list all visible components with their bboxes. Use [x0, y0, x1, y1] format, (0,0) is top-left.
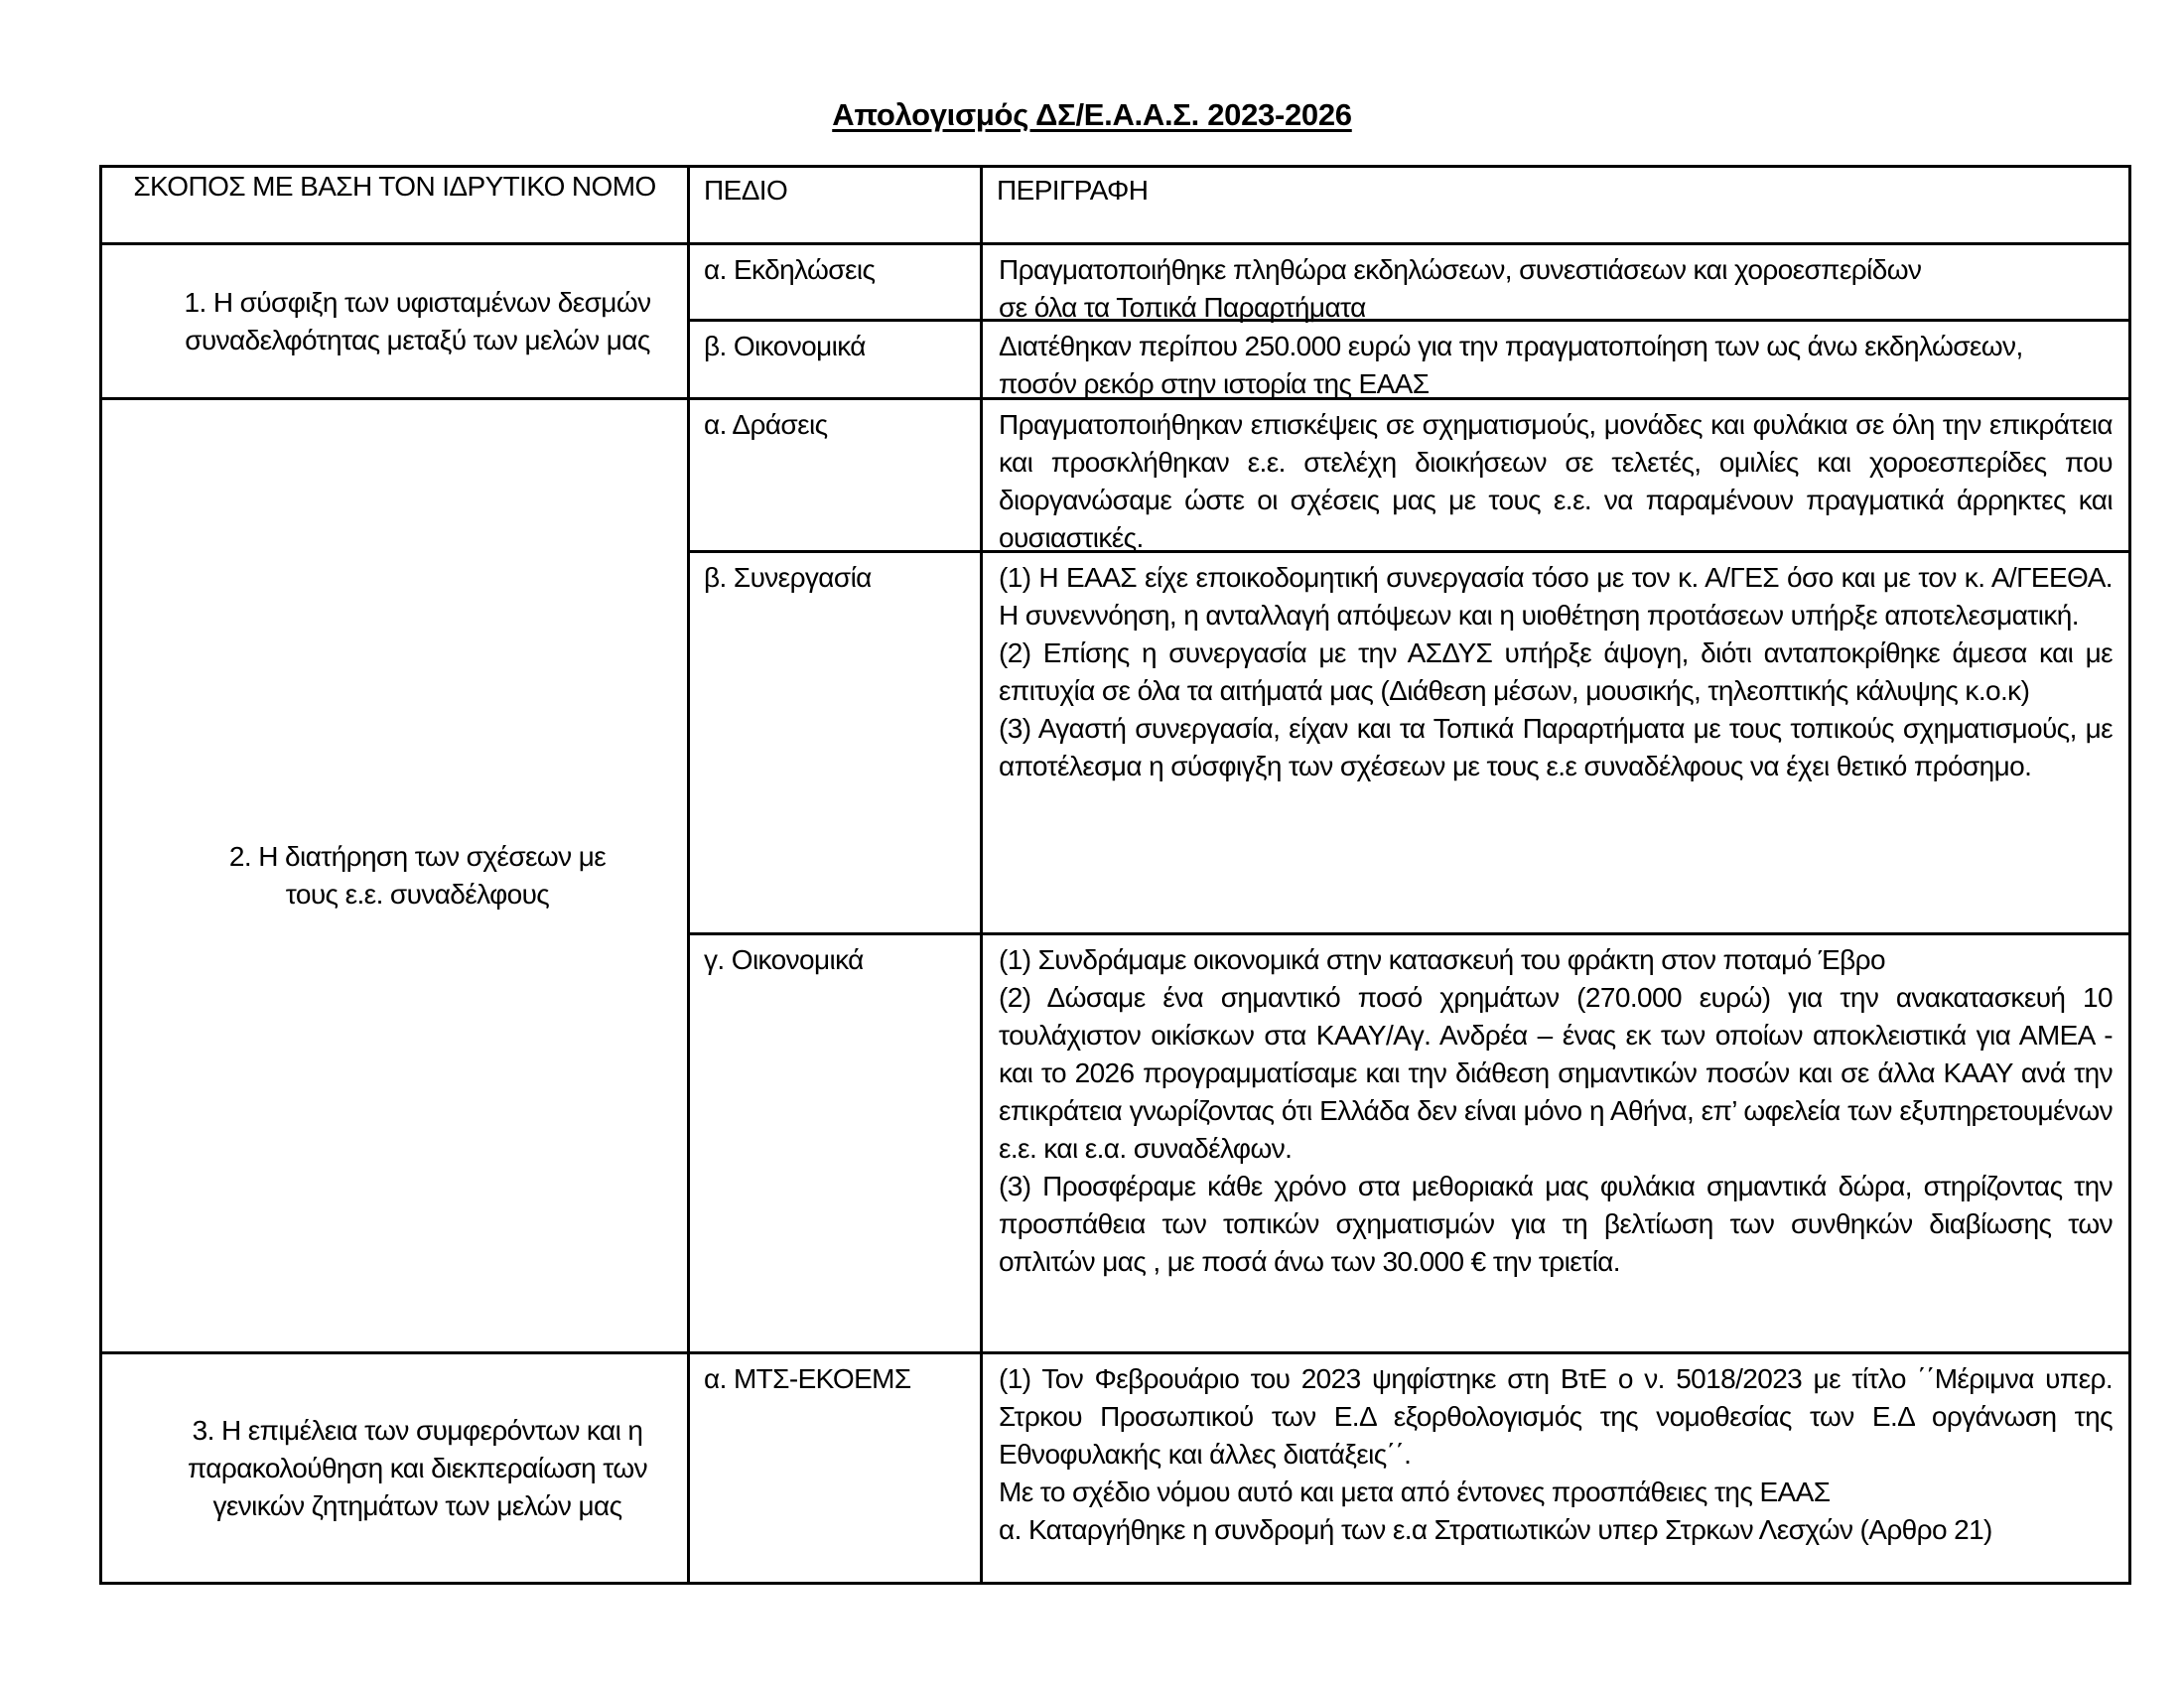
section-2-desc-b-item-1: (1) Η ΕΑΑΣ είχε εποικοδομητική συνεργασία τόσο με τον κ. Α/ΓΕΣ όσο και με τον κ. Α/ΓΕΕΘΑ. Η συνεννόηση, η ανταλλαγή απόψεων και η υιοθέτηση προτάσεων υπήρξε αποτελεσματική. [999, 562, 2113, 631]
document-title [0, 97, 2184, 133]
section-2-field-a-label: α. Δράσεις [704, 409, 828, 440]
section-2-field-c-label: γ. Οικονομικά [704, 944, 864, 975]
section-2-desc-a-text: Πραγματοποιήθηκαν επισκέψεις σε σχηματισμούς, μονάδες και φυλάκια σε όλη την επικράτεια και προσκλήθηκαν ε.ε. στελέχη διοικήσεων σε τελετές, ομιλίες και χοροεσπερίδες που διοργανώσαμε ώστε οι σχέσεις μας με τους ε.ε. να παραμένουν πραγματικά άρρηκτες και ουσιαστικές. [999, 409, 2113, 553]
section-2-field-b [690, 553, 980, 932]
section-1-goal-text: 1. Η σύσφιξη των υφισταμένων δεσμών συναδελφότητας μεταξύ των μελών μας [184, 286, 651, 355]
section-3-desc-a-item-3: α. Καταργήθηκε η συνδρομή των ε.α Στρατιωτικών υπερ Στρκων Λεσχών (Αρθρο 21) [999, 1514, 1992, 1545]
section-2-desc-c-item-1: (1) Συνδράμαμε οικονομικά στην κατασκευή του φράκτη στον ποταμό Έβρο [999, 944, 1885, 975]
section-2-desc-c-item-3: (3) Προσφέραμε κάθε χρόνο στα μεθοριακά μας φυλάκια σημαντικά δώρα, στηρίζοντας την προσπάθεια των τοπικών σχηματισμών για τη βελτίωση των συνθηκών διαβίωσης των οπλιτών μας , με ποσά άνω των 30.000 € την τριετία. [999, 1171, 2113, 1277]
section-2-desc-a [983, 400, 2128, 553]
header-description [983, 168, 2128, 242]
section-2-field-a [690, 400, 980, 550]
section-1-desc-a [983, 245, 2128, 323]
section-2-desc-c-item-2: (2) Δώσαμε ένα σημαντικό ποσό χρημάτων (270.000 ευρώ) για την ανακατασκευή 10 τουλάχιστον οικίσκων στα ΚΑΑΥ/Αγ. Ανδρέα – ένας εκ των οποίων αποκλειστικά για ΑΜΕΑ - και το 2026 προγραμματίσαμε και την διάθεση σημαντικών ποσών και σε άλλα ΚΑΑΥ ανά την επικράτεια γνωρίζοντας ότι Ελλάδα δεν είναι μόνο η Αθήνα, επ’ ωφελεία των εξυπηρετουμένων ε.ε. και ε.α. συναδέλφων. [999, 982, 2113, 1164]
header-field [690, 168, 980, 242]
section-1-desc-b-text: Διατέθηκαν περίπου 250.000 ευρώ για την πραγματοποίηση των ως άνω εκδηλώσεων, ποσόν ρεκόρ στην ιστορία της ΕΑΑΣ [999, 331, 2023, 399]
section-3-desc-a [983, 1354, 2128, 1582]
section-3-goal-text: 3. Η επιμέλεια των συμφερόντων και η παρακολούθηση και διεκπεραίωση των γενικών ζητημάτων των μελών μας [187, 1414, 648, 1521]
section-2-goal-text: 2. Η διατήρηση των σχέσεων με τους ε.ε. συναδέλφους [228, 841, 607, 910]
section-1-field-a-label: α. Εκδηλώσεις [704, 254, 876, 285]
section-1-field-a [690, 245, 980, 319]
section-3-field-a-label: α. ΜΤΣ-ΕΚΟΕΜΣ [704, 1363, 911, 1394]
section-2-goal [102, 400, 687, 1351]
section-3-goal [102, 1354, 687, 1582]
section-2-desc-c [983, 935, 2128, 1351]
section-2-desc-b-item-2: (2) Επίσης η συνεργασία με την ΑΣΔΥΣ υπήρξε άψογη, διότι ανταποκρίθηκε άμεσα και με επιτυχία σε όλα τα αιτήματά μας (Διάθεση μέσων, μουσικής, τηλεοπτικής κάλυψης κ.ο.κ) [999, 637, 2113, 706]
header-goal [102, 168, 687, 242]
section-2-field-c [690, 935, 980, 1351]
section-3-desc-a-item-2: Με το σχέδιο νόμου αυτό και μετα από έντονες προσπάθειες της ΕΑΑΣ [999, 1477, 1831, 1507]
header-description-text: ΠΕΡΙΓΡΑΦΗ [997, 175, 1149, 206]
section-2-desc-b [983, 553, 2128, 932]
section-1-field-b [690, 322, 980, 397]
section-2-field-b-label: β. Συνεργασία [704, 562, 872, 593]
document-title-text: Απολογισμός ΔΣ/Ε.Α.Α.Σ. 2023-2026 [832, 97, 1352, 132]
section-1-desc-b [983, 322, 2128, 397]
section-1-field-b-label: β. Οικονομικά [704, 331, 866, 361]
section-2-desc-b-item-3: (3) Αγαστή συνεργασία, είχαν και τα Τοπικά Παραρτήματα με τους τοπικούς σχηματισμούς, με αποτέλεσμα η σύσφιγξη των σχέσεων με τους ε.ε συναδέλφους να έχει θετικό πρόσημο. [999, 713, 2113, 781]
section-3-field-a [690, 1354, 980, 1582]
header-field-text: ΠΕΔΙΟ [704, 175, 788, 206]
section-1-desc-a-text: Πραγματοποιήθηκε πληθώρα εκδηλώσεων, συνεστιάσεων και χοροεσπερίδων σε όλα τα Τοπικά Παραρτήματα [999, 254, 1922, 323]
section-3-desc-a-item-1: (1) Τον Φεβρουάριο του 2023 ψηφίστηκε στη ΒτΕ ο ν. 5018/2023 με τίτλο ΄΄Μέριμνα υπερ. Στρκου Προσωπικού των Ε.Δ εξορθολογισμός της νομοθεσίας των Ε.Δ οργάνωση της Εθνοφυλακής και άλλες διατάξεις΄΄. [999, 1363, 2113, 1470]
header-goal-text: ΣΚΟΠΟΣ ΜΕ ΒΑΣΗ ΤΟΝ ΙΔΡΥΤΙΚΟ ΝΟΜΟ [133, 171, 656, 202]
section-1-goal [102, 245, 687, 397]
